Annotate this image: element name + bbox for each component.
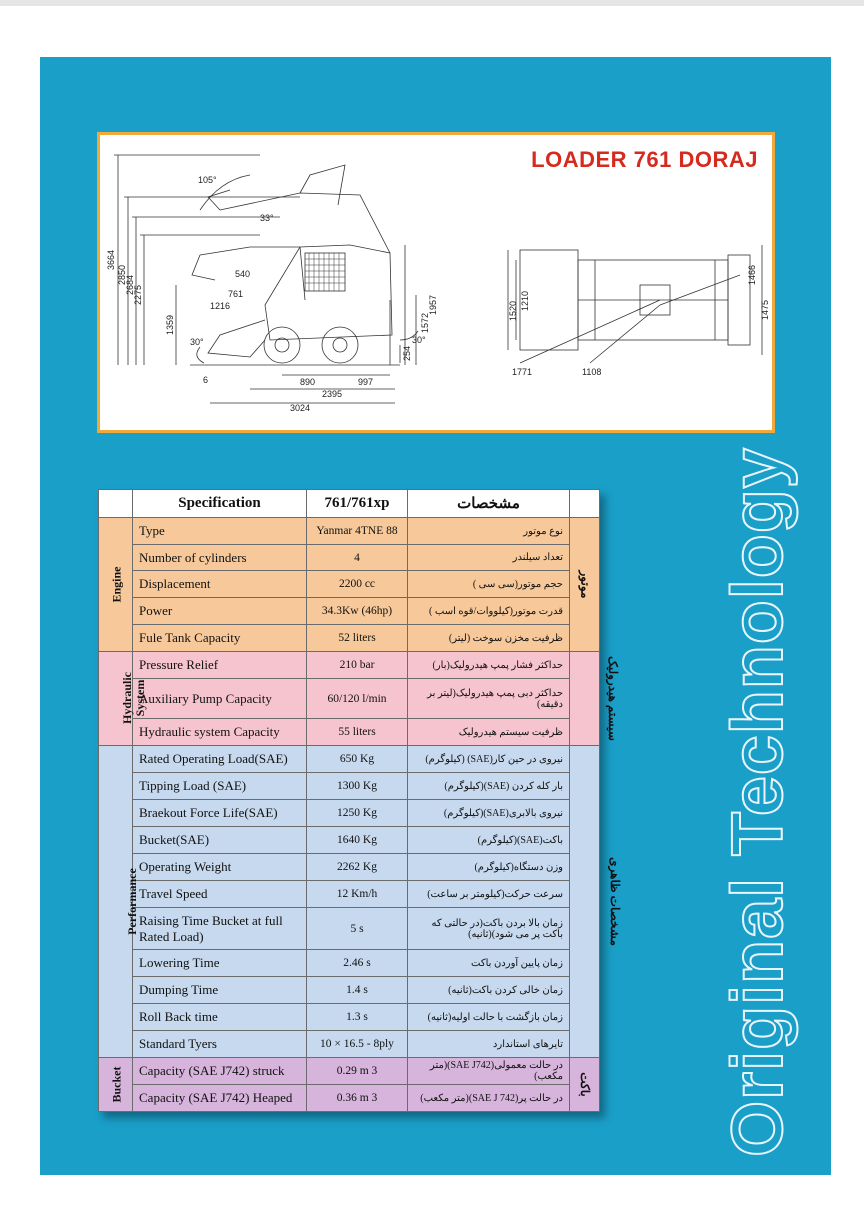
- dim-1359: 1359: [165, 314, 175, 335]
- table-row: [99, 746, 600, 773]
- dim-2275: 2275: [133, 284, 143, 305]
- loader-schematic: [100, 135, 772, 430]
- dim-1572: 1572: [420, 312, 430, 333]
- spec-value: 60/120 l/min: [307, 679, 408, 719]
- group-hydraulic: Hydraulic System: [99, 652, 133, 746]
- technical-drawing: [97, 132, 775, 433]
- spec-value: 5 s: [307, 908, 408, 950]
- dim-2395: 2395: [322, 389, 343, 399]
- top-bar: [0, 0, 864, 6]
- header-fa: مشخصات: [408, 490, 570, 518]
- spec-value: 0.29 m 3: [307, 1058, 408, 1085]
- spec-label: Displacement: [133, 571, 307, 598]
- dim-2684: 2684: [125, 274, 135, 295]
- table-row: [99, 1058, 600, 1085]
- spec-table: [98, 489, 622, 1112]
- spec-value: 52 liters: [307, 625, 408, 652]
- spec-fa: در حالت معمولی(SAE J742)(متر مکعب): [408, 1058, 570, 1085]
- header-blank-left: [99, 490, 133, 518]
- spec-value: 210 bar: [307, 652, 408, 679]
- spec-fa: زمان خالی کردن باکت(ثانیه): [408, 977, 570, 1004]
- spec-label: Power: [133, 598, 307, 625]
- spec-value: 1300 Kg: [307, 773, 408, 800]
- spec-value: 650 Kg: [307, 746, 408, 773]
- group-performance: Performance: [99, 746, 133, 1058]
- dim-540: 540: [235, 269, 251, 279]
- dim-1108: 1108: [582, 367, 602, 377]
- header-spec: Specification: [133, 490, 307, 518]
- dim-1210: 1210: [520, 290, 530, 311]
- table-row: [99, 1031, 600, 1058]
- table-row: [99, 545, 600, 571]
- spec-value: 4: [307, 545, 408, 571]
- group-performance-fa: مشخصات ظاهری: [570, 746, 600, 1058]
- spec-fa: حجم موتور(سی سی ): [408, 571, 570, 598]
- spec-fa: ظرفیت سیستم هیدرولیک: [408, 719, 570, 746]
- table-row: [99, 1004, 600, 1031]
- group-bucket-fa: باکت: [570, 1058, 600, 1112]
- dim-1466: 1466: [747, 264, 757, 285]
- spec-value: 1.4 s: [307, 977, 408, 1004]
- table-row: [99, 827, 600, 854]
- dim-761: 761: [228, 289, 244, 299]
- spec-label: Dumping Time: [133, 977, 307, 1004]
- spec-label: Roll Back time: [133, 1004, 307, 1031]
- spec-label: Number of cylinders: [133, 545, 307, 571]
- dim-1957: 1957: [428, 294, 438, 315]
- spec-value: 2200 cc: [307, 571, 408, 598]
- table-row: [99, 800, 600, 827]
- spec-fa: ظرفیت مخزن سوخت (لیتر): [408, 625, 570, 652]
- dim-1475: 1475: [760, 299, 770, 320]
- angle-105: 105°: [198, 175, 217, 185]
- spec-value: 12 Km/h: [307, 881, 408, 908]
- group-hydraulic-fa: سیستم هیدرولیک: [570, 652, 600, 746]
- spec-label: Bucket(SAE): [133, 827, 307, 854]
- spec-fa: بار کله کردن (SAE)(کیلوگرم): [408, 773, 570, 800]
- spec-label: Capacity (SAE J742) Heaped: [133, 1085, 307, 1112]
- dim-1216: 1216: [210, 301, 231, 311]
- spec-label: Rated Operating Load(SAE): [133, 746, 307, 773]
- spec-label: Travel Speed: [133, 881, 307, 908]
- spec-label: Operating Weight: [133, 854, 307, 881]
- spec-label: Tipping Load (SAE): [133, 773, 307, 800]
- spec-fa: در حالت پر(SAE J 742)(متر مکعب): [408, 1085, 570, 1112]
- spec-fa: باکت(SAE)(کیلوگرم): [408, 827, 570, 854]
- group-engine: Engine: [99, 518, 133, 652]
- spec-label: Auxiliary Pump Capacity: [133, 679, 307, 719]
- dim-890: 890: [300, 377, 316, 387]
- table-row: [99, 598, 600, 625]
- spec-value: 1.3 s: [307, 1004, 408, 1031]
- model-title: LOADER 761 DORAJ: [531, 147, 758, 172]
- header-model: 761/761xp: [307, 490, 408, 518]
- spec-label: Lowering Time: [133, 950, 307, 977]
- table-row: [99, 854, 600, 881]
- table-header-row: [99, 490, 600, 518]
- spec-fa: حداکثر دبی پمپ هیدرولیک(لیتر بر دقیقه): [408, 679, 570, 719]
- spec-value: 1640 Kg: [307, 827, 408, 854]
- dim-3024: 3024: [290, 403, 311, 413]
- table-row: [99, 518, 600, 545]
- side-word-box: [718, 447, 798, 1157]
- table-row: [99, 881, 600, 908]
- spec-value: 34.3Kw (46hp): [307, 598, 408, 625]
- table-row: [99, 950, 600, 977]
- table-row: [99, 679, 600, 719]
- table-row: [99, 908, 600, 950]
- spec-fa: تعداد سیلندر: [408, 545, 570, 571]
- spec-label: Pressure Relief: [133, 652, 307, 679]
- dim-997: 997: [358, 377, 374, 387]
- spec-fa: نیروی بالابری(SAE)(کیلوگرم): [408, 800, 570, 827]
- spec-fa: حداکثر فشار پمپ هیدرولیک(بار): [408, 652, 570, 679]
- angle-30-left: 30°: [190, 337, 204, 347]
- spec-fa: نیروی در حین کار(SAE) (کیلوگرم): [408, 746, 570, 773]
- spec-label: Standard Tyers: [133, 1031, 307, 1058]
- spec-fa: وزن دستگاه(کیلوگرم): [408, 854, 570, 881]
- dim-3664: 3664: [106, 249, 116, 270]
- table-row: [99, 1085, 600, 1112]
- table-row: [99, 652, 600, 679]
- spec-value: 1250 Kg: [307, 800, 408, 827]
- spec-label: Fule Tank Capacity: [133, 625, 307, 652]
- table-row: [99, 625, 600, 652]
- spec-label: Raising Time Bucket at full Rated Load): [133, 908, 307, 950]
- header-blank-right: [570, 490, 600, 518]
- spec-fa: قدرت موتور(کیلووات/قوه اسب ): [408, 598, 570, 625]
- spec-fa: زمان پایین آوردن باکت: [408, 950, 570, 977]
- spec-label: Hydraulic system Capacity: [133, 719, 307, 746]
- spec-value: 2262 Kg: [307, 854, 408, 881]
- dim-2850: 2850: [117, 264, 127, 285]
- group-bucket: Bucket: [99, 1058, 133, 1112]
- spec-fa: زمان بالا بردن باکت(در حالتی که باکت پر می شود)(ثانیه): [408, 908, 570, 950]
- spec-fa: سرعت حرکت(کیلومتر بر ساعت): [408, 881, 570, 908]
- dim-1771: 1771: [512, 367, 533, 377]
- spec-fa: زمان بازگشت با حالت اولیه(ثانیه): [408, 1004, 570, 1031]
- spec-fa: نوع موتور: [408, 518, 570, 545]
- spec-label: Capacity (SAE J742) struck: [133, 1058, 307, 1085]
- spec-label: Type: [133, 518, 307, 545]
- spec-label: Braekout Force Life(SAE): [133, 800, 307, 827]
- angle-30-right: 30°: [412, 335, 426, 345]
- table-row: [99, 773, 600, 800]
- spec-fa: تایرهای استاندارد: [408, 1031, 570, 1058]
- spec-value: 0.36 m 3: [307, 1085, 408, 1112]
- spec-value: 55 liters: [307, 719, 408, 746]
- dim-1520: 1520: [508, 300, 518, 321]
- table-row: [99, 571, 600, 598]
- spec-value: Yanmar 4TNE 88: [307, 518, 408, 545]
- angle-33: 33°: [260, 213, 274, 223]
- dim-254: 254: [402, 345, 412, 361]
- spec-value: 10 × 16.5 - 8ply: [307, 1031, 408, 1058]
- table-row: [99, 719, 600, 746]
- table-row: [99, 977, 600, 1004]
- group-engine-fa: موتور: [570, 518, 600, 652]
- spec-value: 2.46 s: [307, 950, 408, 977]
- dim-6: 6: [203, 375, 209, 385]
- original-technology-text: Original Technology: [718, 447, 798, 1157]
